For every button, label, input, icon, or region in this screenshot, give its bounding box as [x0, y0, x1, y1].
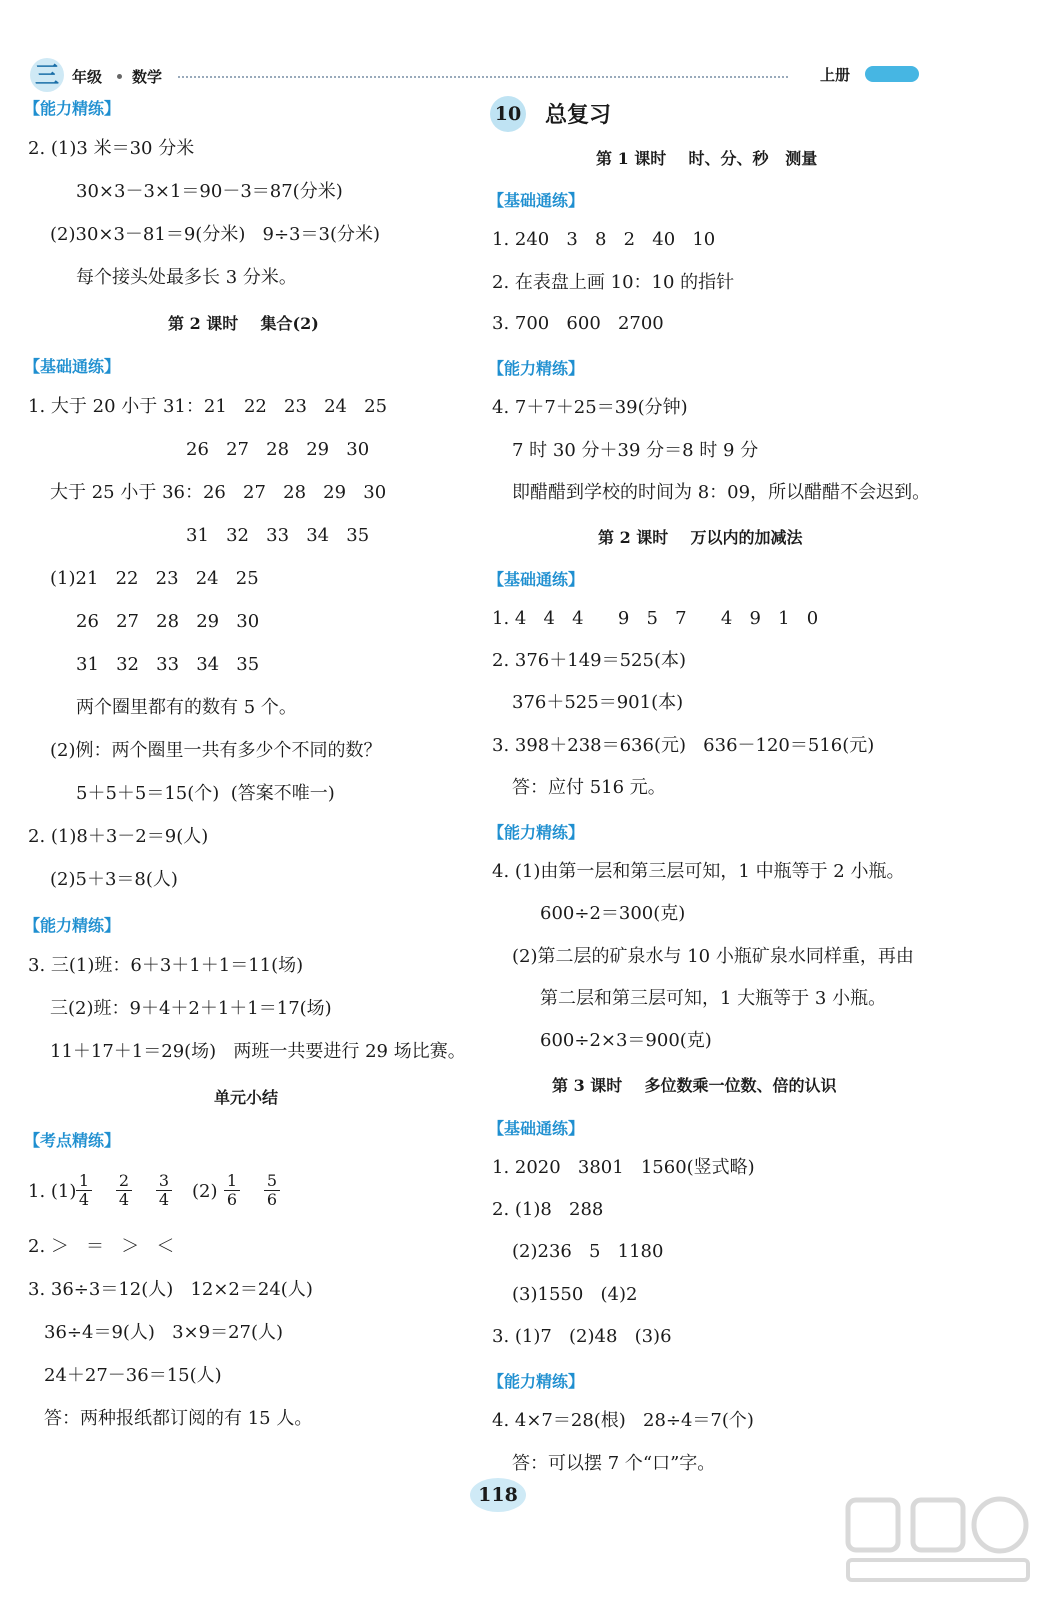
answer-line: 答：应付 516 元。	[512, 777, 666, 798]
answer-line: 1. (1)	[28, 1181, 77, 1202]
header-divider	[178, 76, 788, 78]
answer-line: 36÷4＝9(人) 3×9＝27(人)	[44, 1322, 284, 1343]
answer-line: 4. (1)由第一层和第三层可知，1 中瓶等于 2 小瓶。	[492, 861, 905, 882]
separator-dot-icon	[117, 74, 122, 79]
answer-line: 4. 4×7＝28(根) 28÷4＝7(个)	[492, 1410, 754, 1431]
answer-line: 3. 三(1)班：6＋3＋1＋1＝11(场)	[28, 955, 304, 976]
watermark-logo-icon	[838, 1490, 1038, 1590]
answer-line: 376＋525＝901(本)	[512, 692, 684, 713]
tag-basic: 【基础通练】	[488, 570, 585, 589]
answer-line: 2. (1)8＋3－2＝9(人)	[28, 826, 209, 847]
answer-line: 4. 7＋7＋25＝39(分钟)	[492, 397, 688, 418]
fraction	[76, 1172, 92, 1209]
answer-line: 2. 376＋149＝525(本)	[492, 650, 687, 671]
fraction-denominator: 4	[78, 1190, 90, 1209]
lesson-title: 第 3 课时 多位数乘一位数、倍的认识	[552, 1076, 837, 1095]
grade-badge: 三	[30, 58, 64, 92]
answer-line: 3. 700 600 2700	[492, 313, 664, 334]
answer-line: 1. 4 4 4 9 5 7 4 9 1 0	[492, 608, 819, 629]
answer-line: 3. 36÷3＝12(人) 12×2＝24(人)	[28, 1279, 313, 1300]
answer-line: 11＋17＋1＝29(场) 两班一共要进行 29 场比赛。	[50, 1041, 466, 1062]
lesson-title: 第 2 课时 集合(2)	[168, 314, 319, 333]
fraction-denominator: 6	[226, 1190, 238, 1209]
answer-line: 三(2)班：9＋4＋2＋1＋1＝17(场)	[50, 998, 332, 1019]
answer-line: 3. 398＋238＝636(元) 636－120＝516(元)	[492, 735, 875, 756]
answer-line: 26 27 28 29 30	[186, 439, 370, 460]
fraction-numerator: 3	[156, 1172, 172, 1191]
fraction-numerator: 5	[264, 1172, 280, 1191]
tag-key-points: 【考点精练】	[24, 1131, 121, 1150]
fraction-denominator: 4	[158, 1190, 170, 1209]
fraction	[156, 1172, 172, 1209]
tag-basic: 【基础通练】	[24, 357, 121, 376]
answer-line: (2)30×3－81＝9(分米) 9÷3＝3(分米)	[50, 224, 380, 245]
fraction-numerator: 2	[116, 1172, 132, 1191]
page-number: 118	[478, 1484, 518, 1506]
lesson-title: 第 1 课时 时、分、秒 测量	[596, 149, 818, 168]
answer-line: 3. (1)7 (2)48 (3)6	[492, 1326, 672, 1347]
volume-label: 上册	[820, 66, 851, 84]
grade-label: 年级	[72, 68, 103, 86]
answer-line: 两个圈里都有的数有 5 个。	[76, 697, 297, 718]
tag-basic: 【基础通练】	[488, 1119, 585, 1138]
answer-line: 2. (1)3 米＝30 分米	[28, 138, 195, 159]
answer-line: 答：可以摆 7 个“口”字。	[512, 1453, 716, 1474]
answer-line: 5＋5＋5＝15(个) (答案不唯一)	[76, 783, 335, 804]
answer-line: 31 32 33 34 35	[76, 654, 260, 675]
answer-line: 1. 大于 20 小于 31：21 22 23 24 25	[28, 396, 388, 417]
lesson-title: 第 2 课时 万以内的加减法	[598, 528, 803, 547]
answer-line: (2)5＋3＝8(人)	[50, 869, 178, 890]
brand-logo-icon	[865, 66, 919, 82]
fraction	[264, 1172, 280, 1209]
answer-line: (2)236 5 1180	[512, 1241, 664, 1262]
answer-line: 600÷2＝300(克)	[540, 903, 686, 924]
answer-line: 即醋醋到学校的时间为 8：09，所以醋醋不会迟到。	[512, 482, 931, 503]
answer-line: (1)21 22 23 24 25	[50, 568, 259, 589]
section-number-badge: 10	[490, 96, 526, 132]
answer-line: 大于 25 小于 36：26 27 28 29 30	[50, 482, 387, 503]
tag-ability: 【能力精练】	[488, 359, 585, 378]
fraction	[116, 1172, 132, 1209]
fraction-denominator: 4	[118, 1190, 130, 1209]
answer-line: 答：两种报纸都订阅的有 15 人。	[44, 1408, 313, 1429]
tag-ability: 【能力精练】	[24, 99, 121, 118]
tag-ability: 【能力精练】	[488, 823, 585, 842]
subject-label: 数学	[132, 68, 163, 86]
answer-line: 1. 240 3 8 2 40 10	[492, 229, 716, 250]
answer-line: (2)第二层的矿泉水与 10 小瓶矿泉水同样重，再由	[512, 946, 914, 967]
answer-line: (2)	[192, 1181, 218, 1202]
tag-ability: 【能力精练】	[488, 1372, 585, 1391]
page-header	[0, 0, 1057, 100]
answer-line: 2. 在表盘上画 10：10 的指针	[492, 272, 735, 293]
answer-line: 2. ＞ ＝ ＞ ＜	[28, 1236, 175, 1257]
answer-line: 每个接头处最多长 3 分米。	[76, 267, 297, 288]
answer-line: 31 32 33 34 35	[186, 525, 370, 546]
answer-line: 第二层和第三层可知，1 大瓶等于 3 小瓶。	[540, 988, 887, 1009]
answer-line: 600÷2×3＝900(克)	[540, 1030, 712, 1051]
answer-line: 2. (1)8 288	[492, 1199, 604, 1220]
fraction-numerator: 1	[224, 1172, 240, 1191]
fraction	[224, 1172, 240, 1209]
fraction-numerator: 1	[76, 1172, 92, 1191]
unit-summary-title: 单元小结	[214, 1088, 279, 1107]
answer-line: 30×3－3×1＝90－3＝87(分米)	[76, 181, 343, 202]
answer-line: (2)例：两个圈里一共有多少个不同的数？	[50, 740, 382, 761]
answer-line: 7 时 30 分＋39 分＝8 时 9 分	[512, 440, 759, 461]
tag-basic: 【基础通练】	[488, 191, 585, 210]
tag-ability: 【能力精练】	[24, 916, 121, 935]
section-title: 总复习	[545, 102, 612, 128]
answer-line: 26 27 28 29 30	[76, 611, 260, 632]
answer-line: 1. 2020 3801 1560(竖式略)	[492, 1157, 755, 1178]
fraction-denominator: 6	[266, 1190, 278, 1209]
answer-line: (3)1550 (4)2	[512, 1284, 638, 1305]
answer-line: 24＋27－36＝15(人)	[44, 1365, 222, 1386]
